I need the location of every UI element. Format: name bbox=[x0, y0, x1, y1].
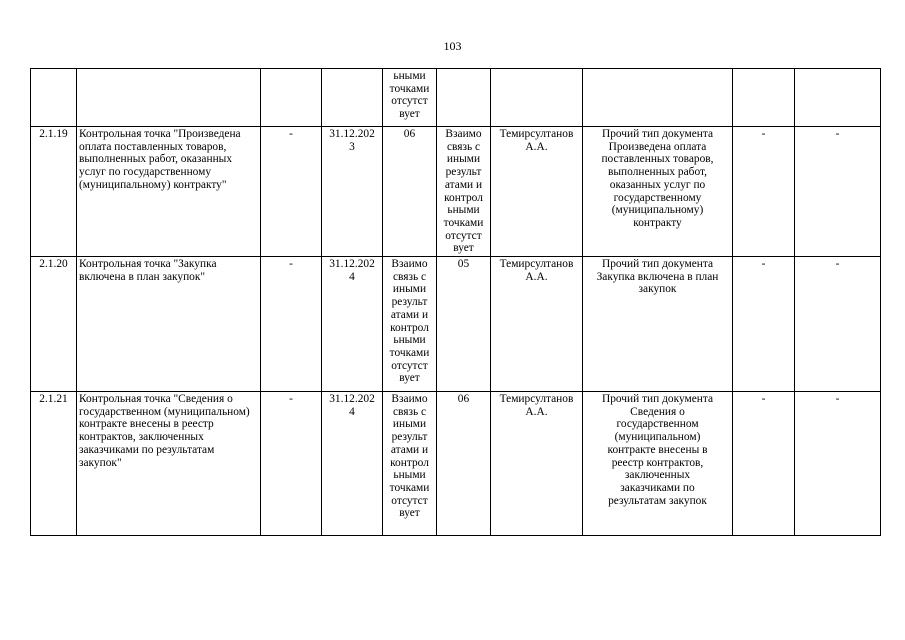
cell-document: Прочий тип документа Произведена оплата поставленных товаров, выполненных работ, оказанных услуг по государственному (муниципальному) контракту bbox=[583, 127, 733, 257]
cell-document: Прочий тип документа Закупка включена в план закупок bbox=[583, 257, 733, 392]
cell-col6 bbox=[437, 69, 491, 127]
cell-col3 bbox=[261, 69, 322, 127]
cell-document: Прочий тип документа Сведения о государственном (муниципальном) контракте внесены в реестр контрактов, заключенных заказчиками по результатам закупок bbox=[583, 392, 733, 536]
cell-name: Контрольная точка "Закупка включена в план закупок" bbox=[77, 257, 261, 392]
cell-col5: ьными точками отсутст вует bbox=[383, 69, 437, 127]
table-row-continuation bbox=[31, 69, 881, 127]
cell-responsible bbox=[491, 69, 583, 127]
cell-col10: - bbox=[795, 127, 881, 257]
cell-col6: 05 bbox=[437, 257, 491, 392]
cell-date: 31.12.202 3 bbox=[322, 127, 383, 257]
cell-col6: 06 bbox=[437, 392, 491, 536]
page-number: 103 bbox=[443, 39, 462, 53]
cell-responsible: Темирсултанов А.А. bbox=[491, 127, 583, 257]
cell-name bbox=[77, 69, 261, 127]
cell-document bbox=[583, 69, 733, 127]
document-table bbox=[30, 68, 881, 536]
cell-responsible: Темирсултанов А.А. bbox=[491, 392, 583, 536]
cell-col5: 06 bbox=[383, 127, 437, 257]
cell-date bbox=[322, 69, 383, 127]
cell-col10: - bbox=[795, 257, 881, 392]
cell-number: 2.1.21 bbox=[31, 392, 77, 536]
cell-number bbox=[31, 69, 77, 127]
cell-date: 31.12.202 4 bbox=[322, 257, 383, 392]
table-row bbox=[31, 392, 881, 536]
cell-responsible: Темирсултанов А.А. bbox=[491, 257, 583, 392]
cell-date: 31.12.202 4 bbox=[322, 392, 383, 536]
cell-name: Контрольная точка "Сведения о государственном (муниципальном) контракте внесены в реестр контрактов, заключенных заказчиками по результатам закупок" bbox=[77, 392, 261, 536]
cell-col9: - bbox=[733, 127, 795, 257]
cell-col10: - bbox=[795, 392, 881, 536]
cell-number: 2.1.20 bbox=[31, 257, 77, 392]
cell-col9 bbox=[733, 69, 795, 127]
cell-name: Контрольная точка "Произведена оплата поставленных товаров, выполненных работ, оказанных услуг по государственному (муниципальному) контракту" bbox=[77, 127, 261, 257]
cell-col3: - bbox=[261, 127, 322, 257]
cell-col3: - bbox=[261, 392, 322, 536]
cell-col10 bbox=[795, 69, 881, 127]
cell-col3: - bbox=[261, 257, 322, 392]
table-row bbox=[31, 257, 881, 392]
cell-col5: Взаимо связь с иными результ атами и контрол ьными точками отсутст вует bbox=[383, 392, 437, 536]
cell-col9: - bbox=[733, 392, 795, 536]
cell-col6: Взаимо связь с иными результ атами и контрол ьными точками отсутст вует bbox=[437, 127, 491, 257]
cell-col9: - bbox=[733, 257, 795, 392]
table-row bbox=[31, 127, 881, 257]
cell-col5: Взаимо связь с иными результ атами и контрол ьными точками отсутст вует bbox=[383, 257, 437, 392]
cell-number: 2.1.19 bbox=[31, 127, 77, 257]
